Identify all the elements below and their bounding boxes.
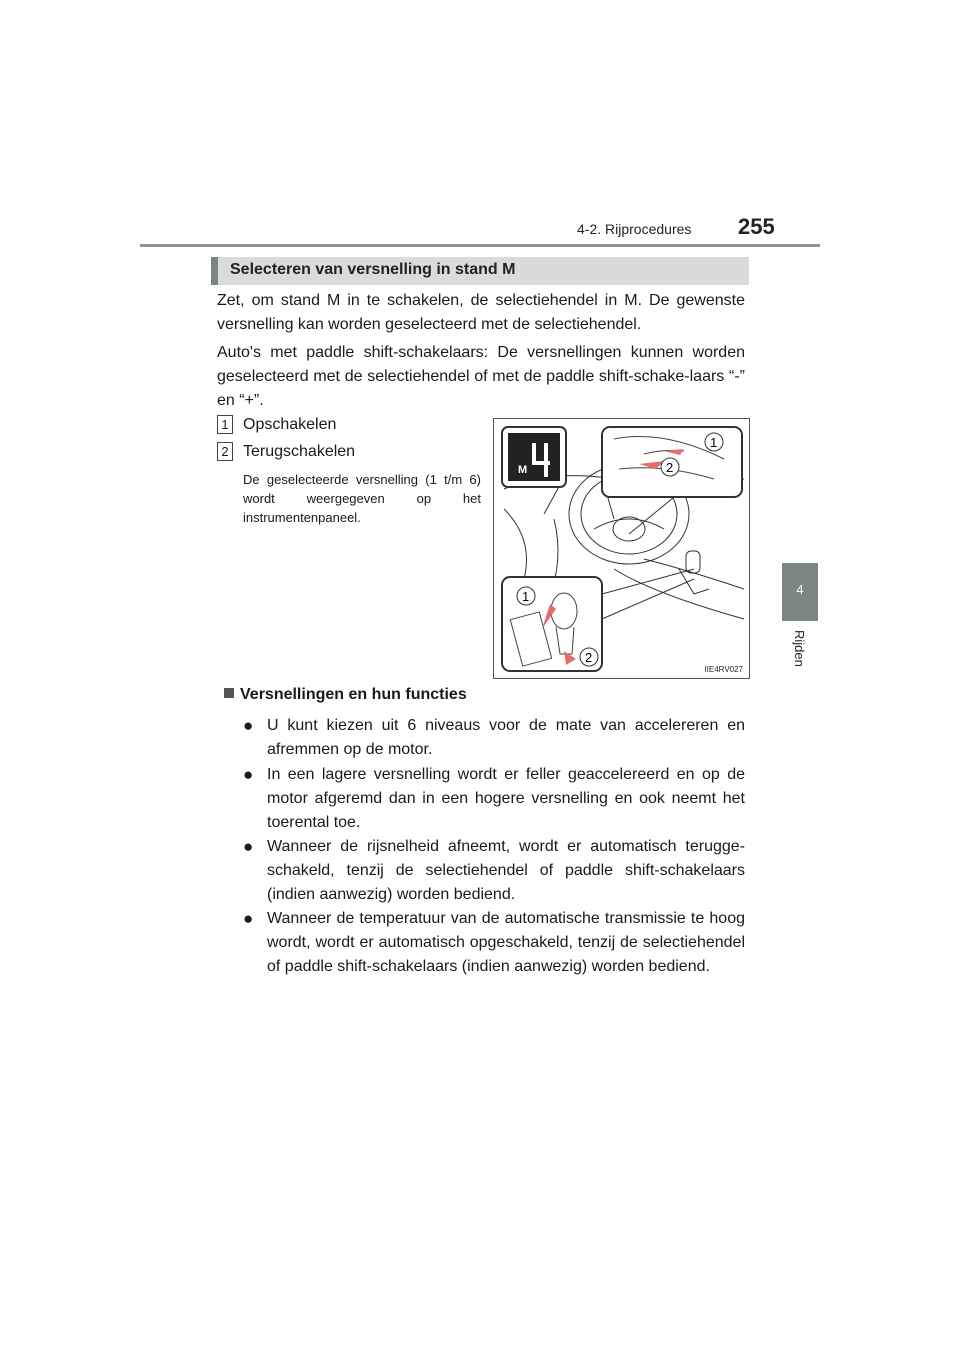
item-label: Opschakelen — [243, 415, 337, 433]
intro-paragraph: Zet, om stand M in te schakelen, de selectiehendel in M. De gewenste versnelling kan worden geselecteerd met de selectiehendel. — [217, 292, 745, 333]
illustration-drawing — [494, 419, 749, 678]
item-number-box: 1 — [217, 415, 233, 434]
bullet-icon: ● — [243, 837, 254, 856]
figure-code: IIE4RV027 — [704, 665, 743, 674]
header-rule — [140, 244, 820, 247]
bullet-text: Wanneer de temperatuur van de automatische transmissie te hoog wordt, wordt er automatisch opgeschakeld, tenzij de selectiehendel of paddle shift-schakelaars (indien aanwezig) worden bediend. — [267, 910, 745, 975]
chapter-tab[interactable] — [782, 563, 818, 621]
bullet-icon: ● — [243, 765, 254, 784]
square-bullet-icon — [224, 688, 234, 698]
subsection-heading-text: Versnellingen en hun functies — [240, 686, 467, 703]
list-item-upshift — [217, 415, 336, 434]
bullet-text: U kunt kiezen uit 6 niveaus voor de mate van accelereren en afremmen op de motor. — [267, 717, 745, 758]
bullet-icon: ● — [243, 909, 254, 928]
chapter-number: 4 — [796, 582, 804, 597]
list-item — [243, 907, 745, 979]
item-label: Terugschakelen — [243, 442, 356, 460]
callout-2-lever: 2 — [585, 650, 593, 665]
note-text: De geselecteerde versnelling (1 t/m 6) wordt weergegeven op het instrumentenpaneel. — [243, 472, 481, 525]
subsection-heading — [224, 686, 467, 704]
shift-illustration — [493, 418, 750, 679]
list-item — [243, 714, 745, 762]
callout-2-paddle: 2 — [666, 460, 674, 475]
bullet-text: Wanneer de rijsnelheid afneemt, wordt er automatisch terugge-schakeld, tenzij de selectiehendel of paddle shift-schakelaars (indien aanwezig) worden bediend. — [267, 838, 745, 903]
section-title: Selecteren van versnelling in stand M — [230, 261, 516, 278]
section-title-bar — [211, 257, 749, 285]
header-section: 4-2. Rijprocedures — [577, 221, 692, 237]
callout-1-paddle: 1 — [710, 435, 718, 450]
item-number-box: 2 — [217, 442, 233, 461]
page-number: 255 — [738, 214, 775, 239]
paddle-paragraph: Auto's met paddle shift-schakelaars: De versnellingen kunnen worden geselecteerd met de selectiehendel of met de paddle shift-schake-laars “-” en “+”. — [217, 344, 745, 409]
list-item-downshift — [217, 442, 355, 461]
display-letter: M — [518, 464, 528, 476]
callout-1-lever: 1 — [522, 589, 530, 604]
chapter-label-wrap — [784, 630, 816, 690]
bullet-icon: ● — [243, 716, 254, 735]
bullet-text: In een lagere versnelling wordt er feller geaccelereerd en op de motor afgeremd dan in een hogere versnelling en ook neemt het toerental toe. — [267, 766, 745, 831]
chapter-label: Rijden — [792, 630, 807, 667]
list-item — [243, 835, 745, 907]
list-item — [243, 763, 745, 835]
